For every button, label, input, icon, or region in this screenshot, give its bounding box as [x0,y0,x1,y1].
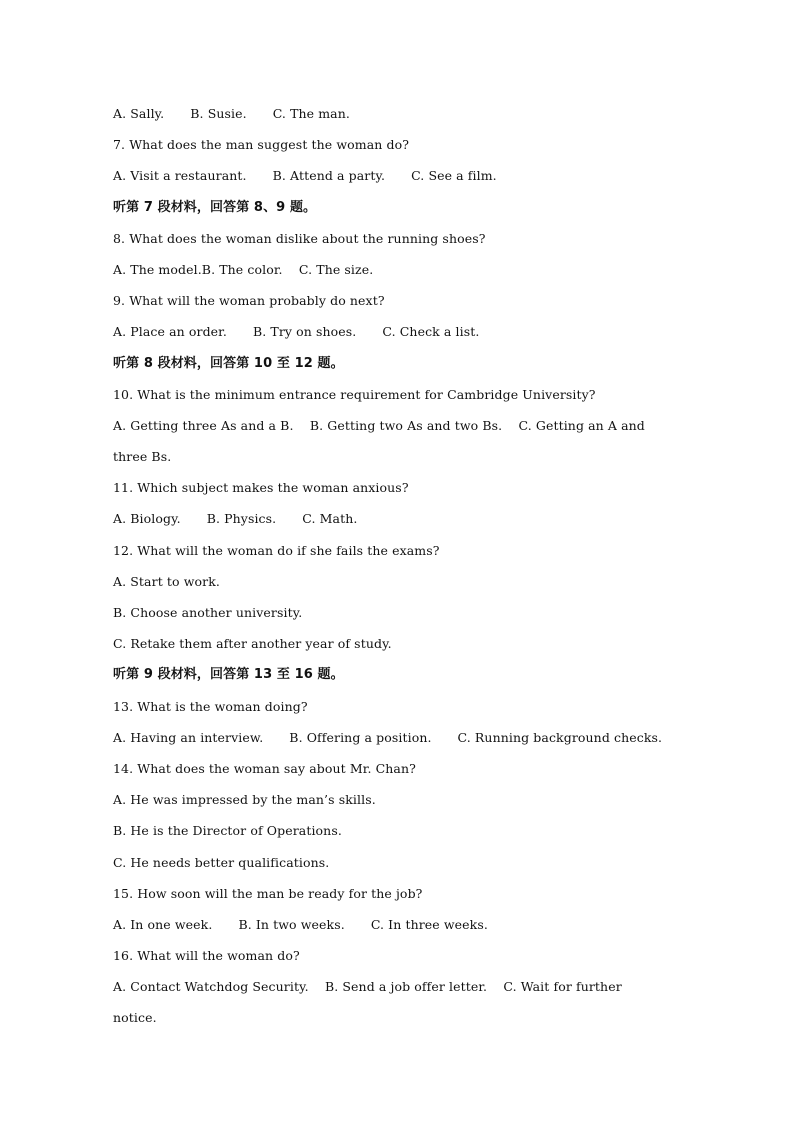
answer-option: B. Physics. [206,511,277,527]
question-text: 10. What is the minimum entrance requirement for Cambridge University? [113,386,596,402]
answer-option: B. Try on shoes. [252,324,357,340]
answer-option: C. The man. [272,106,350,121]
section-heading: 听第 9 段材料，回答第 13 至 16 题。 [113,667,344,683]
answer-options [113,722,713,753]
text-line: B. He is the Director of Operations. [113,823,342,839]
question-text: 9. What will the woman probably do next? [113,293,385,309]
answer-option: C. Check a list. [382,324,480,340]
answer-option: A. In one week. [113,916,213,932]
question-text: 16. What will the woman do? [113,948,300,964]
question-text: 8. What does the woman dislike about the running shoes? [113,230,486,246]
text-line: notice. [113,1010,157,1026]
answer-options [113,909,713,940]
text-line: three Bs. [113,449,172,465]
question-text: 15. How soon will the man be ready for the job? [113,885,423,901]
answer-option: B. Offering a position. [289,729,432,745]
answer-option: A. Having an interview. [113,729,264,745]
text-line: A. The model.B. The color. C. The size. [113,261,374,277]
answer-option: C. Math. [302,511,358,527]
text-line: A. Start to work. [113,573,220,589]
section-heading: 听第 7 段材料，回答第 8、9 题。 [113,199,317,215]
document-page [113,98,713,1034]
question-text: 14. What does the woman say about Mr. Chan? [113,760,416,776]
text-line: B. Choose another university. [113,605,303,620]
answer-option: C. Running background checks. [457,729,663,745]
answer-options [113,98,713,129]
answer-option: B. Susie. [190,106,247,121]
question-text: 13. What is the woman doing? [113,698,308,714]
text-line: C. He needs better qualifications. [113,854,330,870]
question-text: 12. What will the woman do if she fails the exams? [113,542,440,558]
answer-options [113,316,713,347]
text-line: A. Getting three As and a B. B. Getting two As and two Bs. C. Getting an A and [113,417,645,433]
answer-options [113,160,713,191]
answer-option: A. Biology. [113,511,181,527]
question-text: 7. What does the man suggest the woman do? [113,137,410,153]
answer-option: B. In two weeks. [238,916,345,932]
answer-option: A. Sally. [113,106,165,121]
answer-option: B. Attend a party. [272,168,386,184]
answer-option: C. In three weeks. [370,916,488,932]
text-line: A. He was impressed by the man’s skills. [113,792,376,808]
answer-options [113,503,713,534]
section-heading: 听第 8 段材料，回答第 10 至 12 题。 [113,355,344,371]
text-line: C. Retake them after another year of study. [113,636,392,652]
answer-option: A. Place an order. [113,324,227,340]
text-line: A. Contact Watchdog Security. B. Send a job offer letter. C. Wait for further [113,979,622,995]
question-text: 11. Which subject makes the woman anxious? [113,480,409,496]
answer-option: A. Visit a restaurant. [113,168,247,184]
answer-option: C. See a film. [411,168,497,184]
